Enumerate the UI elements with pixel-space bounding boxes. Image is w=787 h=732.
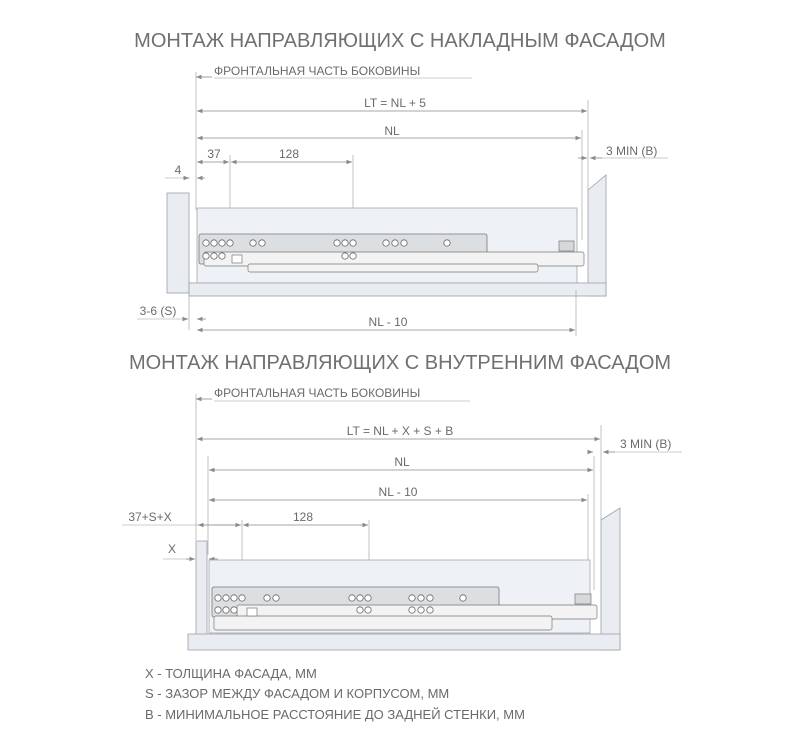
facade-panel — [167, 193, 189, 293]
rail-lock — [232, 255, 242, 263]
rail-lower — [248, 264, 538, 272]
cabinet-bottom — [189, 283, 606, 296]
back-wall — [588, 175, 606, 296]
legend-b: B - МИНИМАЛЬНОЕ РАССТОЯНИЕ ДО ЗАДНЕЙ СТЕНКИ, ММ — [145, 707, 525, 722]
section2-dim-nl10: NL - 10 — [378, 485, 418, 499]
section2-dim-128: 128 — [292, 510, 314, 524]
section2-dim-3min: 3 MIN (B) — [620, 437, 672, 451]
section1-front-label: ФРОНТАЛЬНАЯ ЧАСТЬ БОКОВИНЫ — [214, 64, 421, 78]
section1-dim-128: 128 — [278, 147, 300, 161]
facade-panel-2 — [196, 541, 207, 637]
rail-end-clip — [559, 241, 574, 251]
rail-lock-2 — [247, 608, 257, 616]
cabinet-bottom-2 — [188, 634, 620, 650]
rail-end-clip-2 — [575, 594, 591, 604]
legend-x: X - ТОЛЩИНА ФАСАДА, ММ — [145, 666, 317, 681]
legend-s: S - ЗАЗОР МЕЖДУ ФАСАДОМ И КОРПУСОМ, ММ — [145, 686, 450, 701]
rail-lower-2 — [214, 616, 552, 630]
section1-dim-37: 37 — [207, 147, 221, 161]
section2-dim-x: X — [167, 542, 177, 556]
section2-title: МОНТАЖ НАПРАВЛЯЮЩИХ С ВНУТРЕННИМ ФАСАДОМ — [128, 352, 672, 374]
section2-dim-nl: NL — [394, 455, 410, 469]
section1-dim-lt: LT = NL + 5 — [364, 96, 426, 110]
section2-front-label: ФРОНТАЛЬНАЯ ЧАСТЬ БОКОВИНЫ — [214, 386, 421, 400]
section2-dim-lt: LT = NL + X + S + B — [346, 424, 454, 438]
back-wall-2 — [601, 508, 620, 650]
section2-dim-37sx: 37+S+X — [128, 510, 172, 524]
section1-dim-nl10: NL - 10 — [368, 315, 408, 329]
section1-dim-3min: 3 MIN (B) — [606, 144, 658, 158]
section1-dim-nl: NL — [384, 124, 400, 138]
section1-dim-gap: 3-6 (S) — [139, 304, 177, 318]
section1-title: МОНТАЖ НАПРАВЛЯЮЩИХ С НАКЛАДНЫМ ФАСАДОМ — [134, 30, 666, 52]
section1-dim-4: 4 — [174, 163, 182, 177]
